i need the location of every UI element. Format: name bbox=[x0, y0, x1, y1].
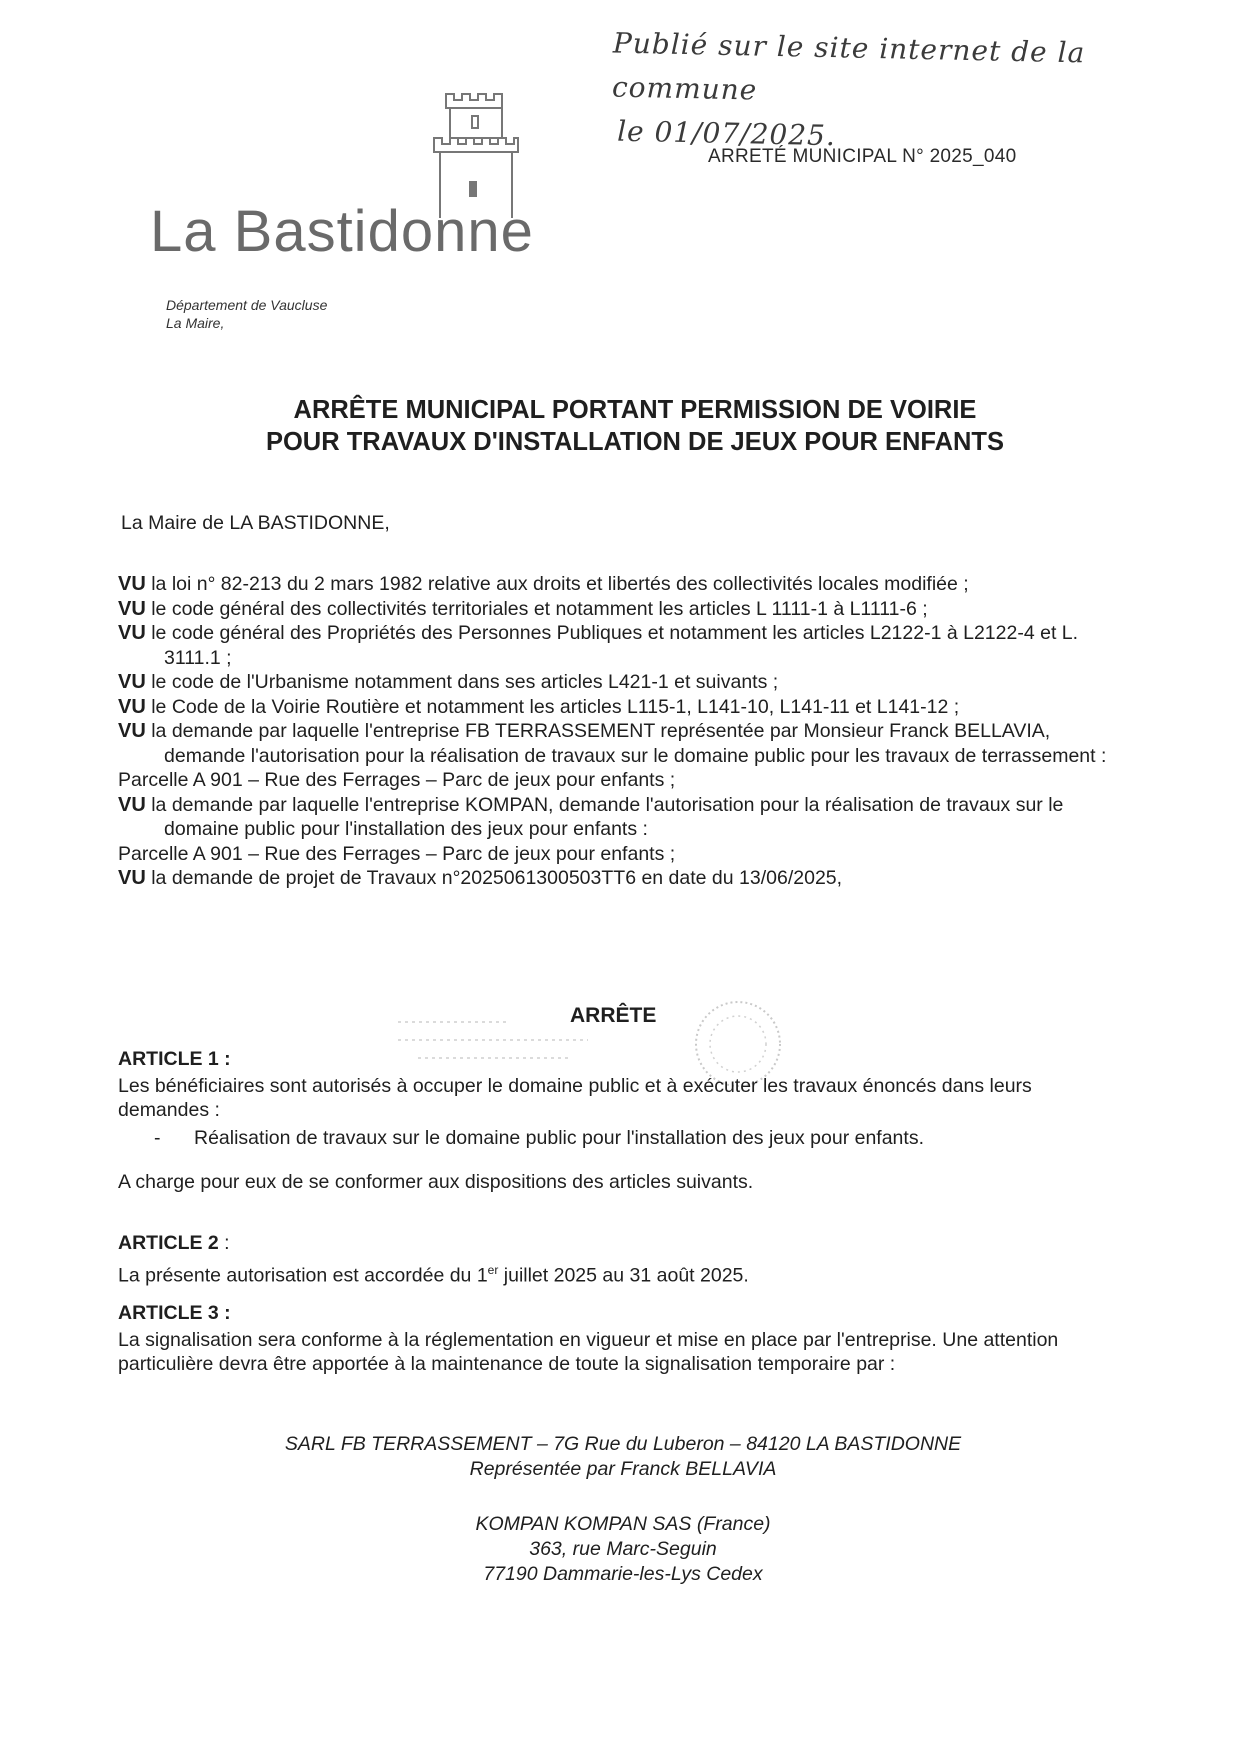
article-2-label: ARTICLE 2 bbox=[118, 1232, 219, 1254]
consideration-text: le code général des collectivités territoriales et notamment les articles L 1111-1 à L1111-6 ; bbox=[151, 597, 928, 620]
vu-keyword: VU bbox=[118, 622, 146, 644]
consideration-item bbox=[118, 597, 1128, 622]
vu-keyword: VU bbox=[118, 793, 146, 816]
article-1 bbox=[118, 1048, 1128, 1194]
bullet-dash: - bbox=[154, 1127, 161, 1149]
address-2-line-2: 363, rue Marc-Seguin bbox=[529, 1538, 717, 1560]
consideration-text: le Code de la Voirie Routière et notamment les articles L115-1, L141-10, L141-11 et L141-12 ; bbox=[151, 695, 960, 718]
article-2-text bbox=[118, 1258, 1128, 1288]
contractor-address-1 bbox=[118, 1432, 1128, 1482]
article-2-text-after: juillet 2025 au 31 août 2025. bbox=[498, 1264, 749, 1287]
vu-keyword: VU bbox=[118, 597, 146, 620]
consideration-item bbox=[118, 572, 1128, 597]
article-1-after: A charge pour eux de se conformer aux dispositions des articles suivants. bbox=[118, 1171, 754, 1193]
bullet-text: Réalisation de travaux sur le domaine public pour l'installation des jeux pour enfants. bbox=[194, 1127, 924, 1149]
ordinal-sup: er bbox=[487, 1263, 499, 1277]
article-1-bullet bbox=[118, 1126, 1128, 1150]
document-title bbox=[150, 394, 1120, 458]
address-2-line-3: 77190 Dammarie-les-Lys Cedex bbox=[483, 1563, 763, 1585]
address-1-line-1: SARL FB TERRASSEMENT – 7G Rue du Luberon – 84120 LA BASTIDONNE bbox=[284, 1433, 962, 1455]
article-3-label: ARTICLE 3 bbox=[118, 1302, 219, 1324]
consideration-item bbox=[118, 621, 1128, 670]
parcel-text: Parcelle A 901 – Rue des Ferrages – Parc de jeux pour enfants ; bbox=[118, 842, 676, 865]
article-2 bbox=[118, 1232, 1128, 1288]
parcel-line bbox=[118, 842, 1128, 867]
logo-wordmark: La Bastidonne bbox=[150, 199, 534, 264]
department-label: Département de Vaucluse bbox=[166, 297, 328, 313]
consideration-text: la demande par laquelle l'entreprise FB TERRASSEMENT représentée par Monsieur Franck BELLAVIA, demande l'autorisation pour la réalisation de travaux sur le domaine public pour les travaux de terrassement : bbox=[151, 720, 1107, 767]
consideration-text: le code de l'Urbanisme notamment dans ses articles L421-1 et suivants ; bbox=[151, 671, 779, 693]
title-line-2: POUR TRAVAUX D'INSTALLATION DE JEUX POUR ENFANTS bbox=[265, 428, 1005, 456]
article-1-text: Les bénéficiaires sont autorisés à occuper le domaine public et à exécuter les travaux énoncés dans leurs demandes : bbox=[118, 1075, 1032, 1121]
consideration-text: la demande par laquelle l'entreprise KOMPAN, demande l'autorisation pour la réalisation de travaux sur le domaine public pour l'installation des jeux pour enfants : bbox=[151, 793, 1064, 840]
vu-keyword: VU bbox=[118, 573, 146, 595]
article-2-colon: : bbox=[218, 1232, 230, 1254]
article-3 bbox=[118, 1302, 1128, 1376]
article-2-title bbox=[118, 1232, 1128, 1255]
consideration-item bbox=[118, 793, 1128, 842]
article-2-text-before: La présente autorisation est accordée du 1 bbox=[118, 1264, 488, 1287]
consideration-text: le code général des Propriétés des Personnes Publiques et notamment les articles L2122-1 à L2122-4 et L. 3111.1 ; bbox=[151, 622, 1079, 669]
article-1-colon: : bbox=[218, 1048, 231, 1070]
consideration-text: la loi n° 82-213 du 2 mars 1982 relative aux droits et libertés des collectivités locales modifiée ; bbox=[151, 573, 969, 595]
vu-keyword: VU bbox=[118, 671, 146, 693]
consideration-item bbox=[118, 866, 1128, 891]
arrete-heading: ARRÊTE bbox=[570, 1004, 657, 1027]
parcel-text: Parcelle A 901 – Rue des Ferrages – Parc de jeux pour enfants ; bbox=[118, 769, 676, 791]
address-2-line-1: KOMPAN KOMPAN SAS (France) bbox=[475, 1513, 771, 1535]
handwritten-line-1: Publié sur le site internet de la commune bbox=[611, 26, 1086, 107]
article-1-label: ARTICLE 1 bbox=[118, 1048, 219, 1070]
article-3-colon: : bbox=[218, 1302, 231, 1324]
article-3-title bbox=[118, 1302, 1128, 1325]
article-1-title bbox=[118, 1048, 1128, 1071]
consideration-item bbox=[118, 695, 1128, 720]
mayor-label: La Maire, bbox=[166, 315, 225, 331]
title-line-1: ARRÊTE MUNICIPAL PORTANT PERMISSION DE VOIRIE bbox=[293, 396, 977, 424]
consideration-text: la demande de projet de Travaux n°2025061300503TT6 en date du 13/06/2025, bbox=[151, 867, 843, 889]
consideration-item bbox=[118, 719, 1128, 768]
vu-keyword: VU bbox=[118, 695, 146, 718]
decree-number: ARRETÉ MUNICIPAL N° 2025_040 bbox=[708, 146, 1017, 167]
issuer-block bbox=[166, 296, 327, 332]
vu-keyword: VU bbox=[118, 720, 146, 742]
consideration-item bbox=[118, 670, 1128, 695]
considerations-list bbox=[118, 572, 1128, 891]
vu-keyword: VU bbox=[118, 867, 146, 889]
parcel-line bbox=[118, 768, 1128, 793]
address-1-line-2: Représentée par Franck BELLAVIA bbox=[469, 1458, 777, 1480]
article-3-text: La signalisation sera conforme à la réglementation en vigueur et mise en place par l'entreprise. Une attention particulière devra être apportée à la maintenance de toute la signalisation temporaire par : bbox=[118, 1329, 1059, 1375]
municipality-logo bbox=[150, 92, 570, 282]
handwritten-publication-note bbox=[611, 22, 1234, 167]
handwritten-line-2: le 01/07/2025. bbox=[616, 114, 837, 153]
contractor-address-2 bbox=[118, 1512, 1128, 1587]
intro-line: La Maire de LA BASTIDONNE, bbox=[121, 512, 390, 534]
